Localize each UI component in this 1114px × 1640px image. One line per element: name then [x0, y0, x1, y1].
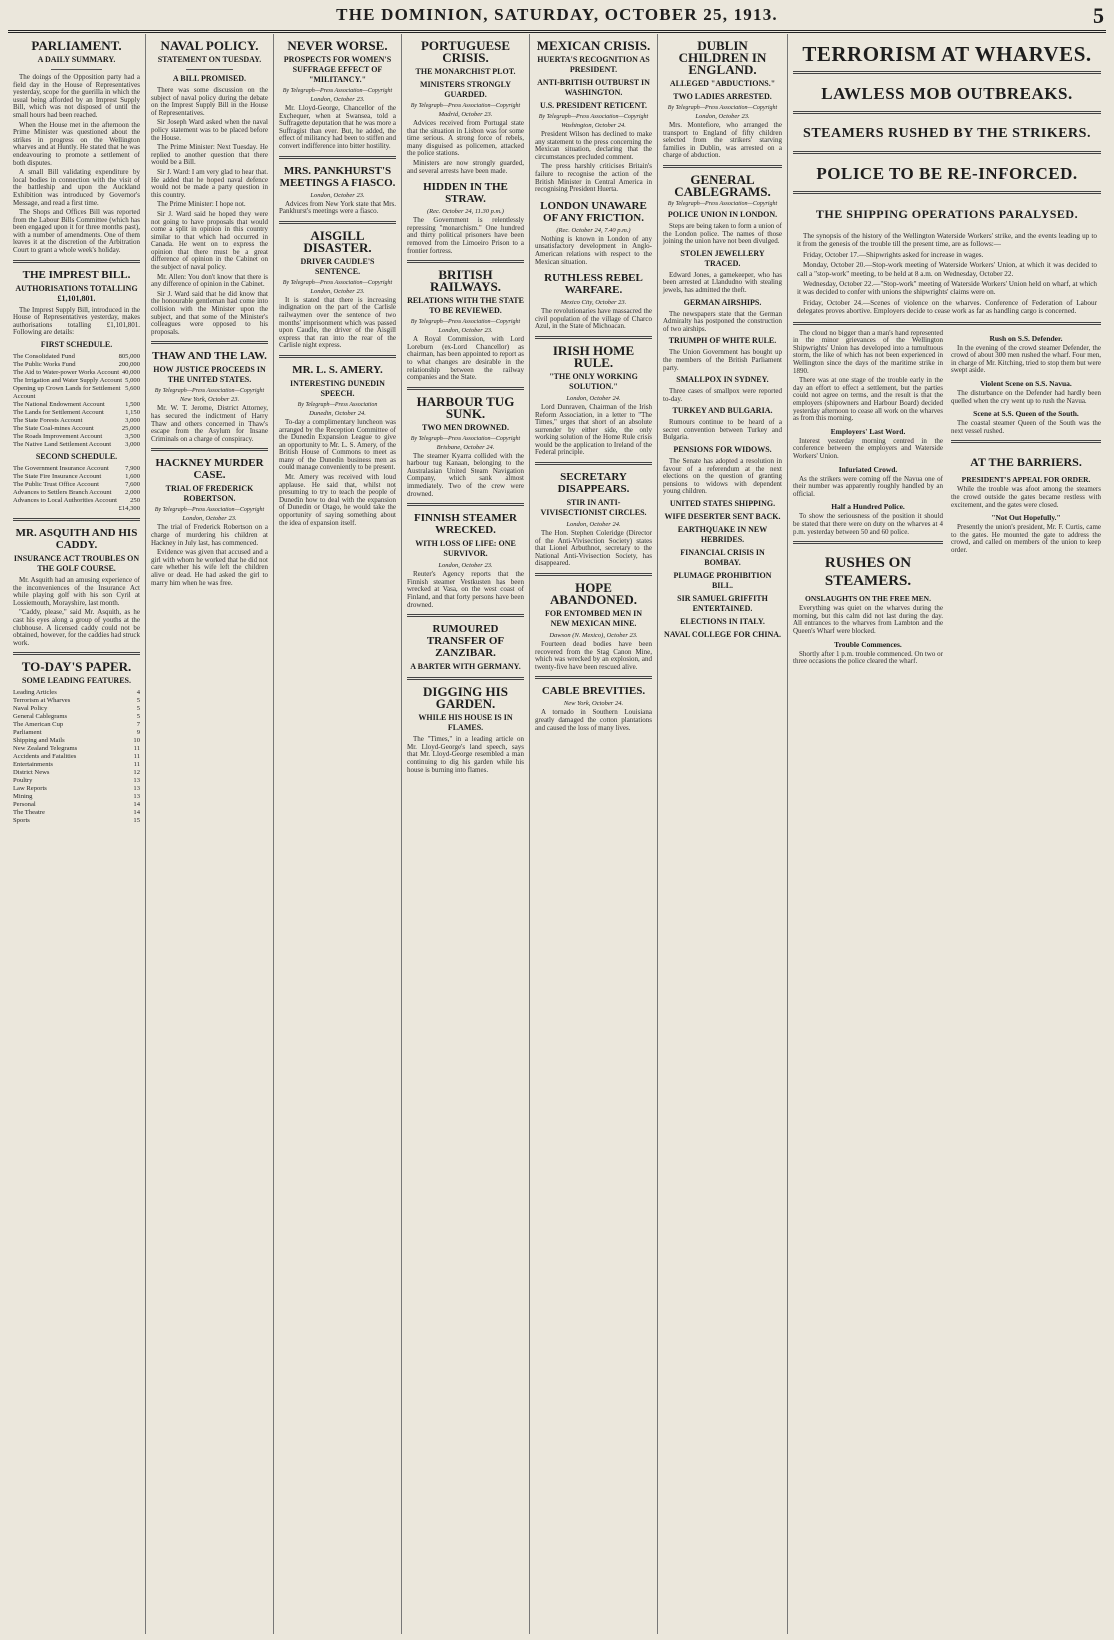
subhead: FINANCIAL CRISIS IN BOMBAY. — [680, 548, 765, 568]
paragraph: The coastal steamer Queen of the South was the next vessel rushed. — [951, 419, 1101, 435]
byline: By Telegraph—Press Association—Copyright — [154, 388, 265, 395]
schedule-row: The State Forests Account 3,000 — [13, 417, 140, 425]
schedule-row: The Consolidated Fund 805,000 — [13, 353, 140, 361]
paragraph: The "Times," in a leading article on Mr. Lloyd-George's land speech, says that Mr. Lloyd-George resembled a man continuing to dig his garden while his house is burning into flames. — [407, 735, 524, 774]
schedule-row: The Government Insurance Account 7,900 — [13, 465, 140, 473]
divider — [407, 677, 524, 680]
dateline: Mexico City, October 23. — [560, 299, 627, 307]
headline-asquith-caddy: MR. ASQUITH AND HIS CADDY. — [15, 527, 138, 552]
page-number: 5 — [1093, 3, 1104, 28]
headline-naval-policy: NAVAL POLICY. — [160, 38, 259, 53]
headline-thaw-law: THAW AND THE LAW. — [152, 350, 267, 363]
subhead: NAVAL COLLEGE FOR CHINA. — [663, 630, 782, 640]
feature-row: District News 12 — [13, 769, 140, 777]
headline-zanzibar: RUMOURED TRANSFER OF ZANZIBAR. — [426, 623, 505, 660]
deck-justice-us: HOW JUSTICE PROCEEDS IN THE UNITED STATES. — [153, 365, 266, 385]
dateline: London, October 23. — [310, 96, 365, 103]
paragraph: The Hon. Stephen Coleridge (Director of the Anti-Vivisection Society) states that Lionel Arbuthnot, secretary to the National Anti-Vivisection Society, has disappeared. — [535, 529, 652, 568]
deck-anti-british: ANTI-BRITISH OUTBURST IN WASHINGTON. — [537, 78, 650, 97]
byline: By Telegraph—Press Association—Copyright — [410, 103, 521, 109]
dateline: Dawson (N. Mexico), October 23. — [549, 632, 638, 640]
headline-secretary-disappears: SECRETARY DISAPPEARS. — [557, 471, 630, 496]
paragraph: Ministers are now strongly guarded, and several arrests have been made. — [407, 158, 524, 175]
paragraph: Presently the union's president, Mr. F. Curtis, came to the gates. He mounted the gate to address the crowd, and called on members of the union to keep order. — [951, 523, 1101, 554]
feature-row: The Theatre 14 — [13, 809, 140, 817]
paragraph: Mrs. Montefiore, who arranged the transport to England of fifty children selected from the strikers' starving families in Dublin, was arrested on a charge of abduction. — [663, 121, 782, 160]
feature-row: Terrorism at Wharves 5 — [13, 697, 140, 705]
byline: By Telegraph—Press Association—Copyright — [538, 114, 649, 120]
deck-two-ladies: TWO LADIES ARRESTED. — [673, 92, 772, 101]
second-schedule-label: SECOND SCHEDULE. — [35, 452, 118, 462]
paragraph: President Wilson has declined to make any statement to the press concerning the Mexican situation, declaring that the circumstances precluded comment. — [535, 130, 652, 161]
subhead: SIR SAMUEL GRIFFITH ENTERTAINED. — [677, 594, 768, 614]
paragraph: A small Bill validating expenditure by local bodies in connection with the visit of the battleship and upon the Auckland Exhibition was introduced by Governor's Message, and read a first time. — [13, 168, 140, 207]
paragraph: Mr. Asquith had an amusing experience of the inconveniences of the Insurance Act while playing golf with his son Cyril at Lossiemouth, Morayshire, last month. — [13, 576, 140, 607]
subhead: Employers' Last Word. — [830, 426, 906, 436]
columns — [8, 34, 1106, 1634]
headline-todays-paper: TO-DAY'S PAPER. — [21, 659, 132, 675]
deck-statement-tuesday: STATEMENT ON TUESDAY. — [157, 55, 262, 64]
divider — [663, 165, 782, 168]
paragraph: Advices from New York state that Mrs. Pankhurst's meetings were a fiasco. — [279, 199, 396, 216]
headline-dublin-children: DUBLIN CHILDREN IN ENGLAND. — [678, 38, 767, 77]
paragraph: Shortly after 1 p.m. trouble commenced. On two or three occasions the police cleared the wharf. — [793, 649, 943, 666]
paragraph: Edward Jones, a gamekeeper, who has been arrested at Llandudno with stealing jewels, has admitted the theft. — [663, 270, 782, 294]
subhead: "Not Out Hopefully." — [991, 513, 1061, 523]
lead-story-body — [793, 330, 1101, 668]
schedule-total: £14,300 — [118, 505, 140, 513]
divider — [535, 573, 652, 576]
column-terrorism-wharves — [788, 34, 1106, 1634]
rule — [186, 69, 233, 70]
divider — [407, 503, 524, 506]
deck-trial-robertson: TRIAL OF FREDERICK ROBERTSON. — [165, 484, 254, 504]
feature-row: Parliament 9 — [13, 729, 140, 737]
paragraph: While the trouble was afoot among the steamers the crowd outside the gates became restless with excitement, and the gates were closed. — [951, 485, 1101, 509]
schedule-row: Opening up Crown Lands for Settlement Account 5,600 — [13, 385, 140, 401]
paragraph: Three cases of smallpox were reported to-day. — [663, 387, 782, 403]
deck-authorisations: AUTHORISATIONS TOTALLING £1,101,801. — [15, 283, 138, 303]
divider — [793, 71, 1101, 74]
paragraph: Fourteen dead bodies have been recovered from the Stag Canon Mine, which was wrecked by an explosion, and twenty-five have been rescued alive. — [535, 640, 652, 671]
divider — [13, 652, 140, 655]
divider — [407, 614, 524, 617]
headline-at-barriers: AT THE BARRIERS. — [970, 455, 1082, 470]
paragraph: The Union Government has bought up the members of the British Parliament party. — [663, 348, 782, 372]
headline-cable-brevities: CABLE BREVITIES. — [541, 685, 646, 698]
schedule-row: The Public Works Fund 200,000 — [13, 361, 140, 369]
divider — [793, 541, 943, 544]
feature-row: The American Cup 7 — [13, 721, 140, 729]
feature-row: Accidents and Fatalities 11 — [13, 753, 140, 761]
subhead: STOLEN JEWELLERY TRACED. — [680, 248, 765, 268]
subhead: TRIUMPH OF WHITE RULE. — [668, 336, 777, 346]
subhead: WIFE DESERTER SENT BACK. — [664, 512, 781, 522]
subhead: ELECTIONS IN ITALY. — [680, 617, 765, 627]
divider — [535, 676, 652, 679]
headline-shipping-paralysed: THE SHIPPING OPERATIONS PARALYSED. — [815, 207, 1079, 221]
paragraph: In the evening of the crowd steamer Defender, the crowd of about 300 men rushed the wharf. Four men, in charge of Mr. Kitching, tried to stop them but were swept aside. — [951, 343, 1101, 375]
paragraph: The press harshly criticises Britain's failure to recognise the action of the British Minister in Central America in recognising President Huerta. — [535, 162, 652, 194]
headline-british-railways: BRITISH RAILWAYS. — [430, 267, 501, 295]
paragraph: The revolutionaries have massacred the civil population of the village of Charco Azul, in the State of Michoacan. — [535, 307, 652, 331]
dateline: London, October 24. — [566, 521, 621, 529]
headline-mexican-crisis: MEXICAN CRISIS. — [536, 38, 651, 53]
byline: By Telegraph—Press Association—Copyright — [410, 435, 521, 442]
paragraph: The disturbance on the Defender had hardly been quelled when the cry went up to rush the Navua. — [951, 389, 1101, 405]
schedule-row: The Native Land Settlement Account 3,000 — [13, 441, 140, 449]
deck-one-survivor: WITH LOSS OF LIFE: ONE SURVIVOR. — [415, 539, 516, 559]
subhead: PLUMAGE PROHIBITION BILL. — [673, 571, 772, 591]
deck-entombed-men: FOR ENTOMBED MEN IN NEW MEXICAN MINE. — [545, 609, 642, 629]
paragraph: Steps are being taken to form a union of the London police. The names of those joining the union have not been divulged. — [663, 221, 782, 246]
headline-finnish-steamer: FINNISH STEAMER WRECKED. — [414, 512, 517, 537]
paragraph: Reuter's Agency reports that the Finnish steamer Vestkusten has been wrecked at Vasa, on the west coast of Finland, and that forty persons have been drowned. — [407, 570, 524, 609]
divider — [407, 387, 524, 390]
paragraph: The synopsis of the history of the Wellington Waterside Workers' strike, and the events leading up to it from the genesis of the trouble till the present time, are as follows:— — [797, 232, 1097, 249]
paragraph: The cloud no bigger than a man's hand represented in the minor grievances of the Wellington Shipwrights' Union has developed into a tumultuous storm, the like of which has not been experienced in Wellington since the days of the maritime strike in 1890. — [793, 329, 943, 375]
column-portuguese-crisis — [402, 34, 530, 1634]
paragraph: The Government is relentlessly repressing "monarchism." One hundred and thirty political prisoners have been removed from the Limoeiro Prison to a frontier fortress. — [407, 216, 524, 255]
deck-huerta-recognition: HUERTA'S RECOGNITION AS PRESIDENT. — [537, 55, 650, 74]
paragraph: The Imprest Supply Bill, introduced in the House of Representatives yesterday, makes authorisations totalling £1,101,801. Following are details: — [13, 305, 140, 337]
feature-row: Leading Articles 4 — [13, 689, 140, 697]
feature-row: Sports 15 — [13, 817, 140, 825]
deck-monarchist-plot: THE MONARCHIST PLOT. — [415, 67, 516, 76]
schedule-row: The Aid to Water-power Works Account 40,000 — [13, 369, 140, 377]
paragraph: Mr. Amery was received with loud applause. He said that, whilst not presuming to try to teach the people of Dunedin how to deal with the expansion of Dunedin or Otago, he would take the opportunity of saying something about the idea of expansion itself. — [279, 473, 396, 527]
dateline: New York, October 24. — [563, 700, 624, 708]
feature-row: Poultry 13 — [13, 777, 140, 785]
divider — [535, 336, 652, 339]
paragraph: As the strikers were coming off the Navua one of their number was apparently roughly handled by an official. — [793, 474, 943, 498]
feature-row: New Zealand Telegrams 11 — [13, 745, 140, 753]
subhead: Trouble Commences. — [834, 639, 902, 649]
paragraph: Friday, October 17.—Shipwrights asked for increase in wages. — [803, 250, 984, 259]
deck-insurance-act: INSURANCE ACT TROUBLES ON THE GOLF COURSE. — [13, 554, 140, 574]
byline: By Telegraph—Press Association—Copyright — [154, 507, 265, 514]
subhead-onslaughts: ONSLAUGHTS ON THE FREE MEN. — [805, 594, 931, 604]
byline: By Telegraph—Press Association—Copyright — [410, 319, 521, 326]
rule — [51, 69, 102, 70]
masthead — [8, 2, 1106, 33]
dateline: New York, October 23. — [179, 396, 240, 404]
paragraph: The doings of the Opposition party had a field day in the House of Representatives yesterday, scope for the guerilla in which the usual being afforded by an Imprest Supply Bill, which was not disposed of until the small hours had been reached. — [13, 73, 140, 119]
deck-bill-promised: A BILL PROMISED. — [172, 74, 247, 83]
divider — [793, 111, 1101, 114]
column-mexican-crisis — [530, 34, 658, 1634]
second-schedule-list — [13, 465, 140, 513]
divider — [793, 191, 1101, 194]
column-parliament — [8, 34, 146, 1634]
byline: By Telegraph—Press Association—Copyright — [667, 200, 778, 207]
divider — [279, 221, 396, 224]
headline-steamers-rushed: STEAMERS RUSHED BY THE STRIKERS. — [803, 126, 1091, 141]
paragraph: Sir J. Ward said that he did know that the honourable gentleman had come into collision with the Minister upon the subject, and that some of the Minister's colleagues were opposed to his proposals. — [151, 289, 268, 336]
paragraph: Mr. Allen: You don't know that there is any difference of opinion in the Cabinet. — [151, 272, 268, 289]
headline-hope-abandoned: HOPE ABANDONED. — [549, 580, 638, 608]
divider — [279, 355, 396, 358]
byline: By Telegraph—Press Association—Copyright — [667, 105, 778, 111]
schedule-row: The Roads Improvement Account 3,500 — [13, 433, 140, 441]
byline: By Telegraph—Press Association — [297, 401, 378, 408]
schedule-row: The State Fire Insurance Account 1,600 — [13, 473, 140, 481]
feature-row: Shipping and Mails 10 — [13, 737, 140, 745]
dateline: Dunedin, October 24. — [309, 409, 366, 417]
deck-two-men-drowned: TWO MEN DROWNED. — [422, 422, 509, 432]
dateline: London, October 23. — [438, 327, 493, 335]
subhead: Rush on S.S. Defender. — [989, 333, 1063, 343]
subhead: GERMAN AIRSHIPS. — [683, 297, 762, 307]
deck-daily-summary: A DAILY SUMMARY. — [37, 55, 116, 64]
headline-police-reinforced: POLICE TO BE RE-INFORCED. — [816, 164, 1078, 183]
dateline: London, October 23. — [310, 191, 365, 199]
deck-anti-vivisection: STIR IN ANTI-VIVISECTIONIST CIRCLES. — [540, 498, 647, 518]
paragraph: The newspapers state that the German Admiralty has postponed the construction of two airships. — [663, 309, 782, 333]
paragraph: Wednesday, October 22.—"Stop-work" meeting of Waterside Workers' Union held on wharf, at which it was decided to confer with unions the shipwrights' claims were on. — [797, 280, 1097, 297]
feature-row: Entertainments 11 — [13, 761, 140, 769]
paragraph: "Caddy, please," said Mr. Asquith, as he cast his eyes along a group of youths at the clubhouse. A licensed caddy could not be obtained, however, for the caddies had struck work. — [13, 608, 140, 647]
paragraph: Friday, October 24.—Scenes of violence on the wharves. Conference of Federation of Labour delegates proves abortive. Employers decide to cease work as far as handling cargo is concerned. — [797, 298, 1097, 316]
paragraph: Sir J. Ward said he hoped they were not going to have proposals that would come a split in opinion in this country similar to that which had occurred in Canada. He went on to express the opinion that there must be a great difference of opinion in the Cabinet on the subject of naval policy. — [151, 209, 268, 272]
feature-row: Naval Policy 5 — [13, 705, 140, 713]
schedule-row: Advances to Settlers Branch Account 2,000 — [13, 489, 140, 497]
dateline: Washington, October 24. — [561, 122, 626, 129]
headline-aisgill: AISGILL DISASTER. — [303, 227, 372, 255]
subhead-presidents-appeal: PRESIDENT'S APPEAL FOR ORDER. — [961, 475, 1091, 485]
headline-imprest-bill: THE IMPREST BILL. — [22, 268, 131, 281]
paragraph: Mr. Lloyd-George, Chancellor of the Exchequer, when at Swansea, told a Suffragette deputation that he was more a Suffragist than ever. But, he added, the effect of militancy had been to stiffen and convert indifference into bitter hostility. — [279, 104, 396, 150]
divider — [151, 341, 268, 344]
feature-row: Mining 13 — [13, 793, 140, 801]
paragraph: The Prime Minister: Next Tuesday. He replied to another question that there would be a Bill. — [151, 143, 268, 167]
byline: By Telegraph—Press Association—Copyright — [282, 279, 393, 286]
schedule-row: The National Endowment Account 1,500 — [13, 401, 140, 409]
headline-portuguese-crisis: PORTUGUESE CRISIS. — [420, 38, 511, 65]
deck-barter-germany: A BARTER WITH GERMANY. — [410, 662, 521, 672]
paragraph: Interest yesterday morning centred in the conference between the employers and Waterside Workers' Union. — [793, 436, 943, 460]
deck-president-reticent: U.S. PRESIDENT RETICENT. — [539, 101, 648, 110]
paragraph: A tornado in Southern Louisiana greatly damaged the cotton plantations and caused the loss of many lives. — [535, 708, 652, 732]
subhead: SMALLPOX IN SYDNEY. — [676, 375, 769, 385]
paragraph: Lord Dunraven, Chairman of the Irish Reform Association, in a letter to "The Times," urges that short of an absolute surrender by either side, the only working solution of the Home Rule crisis would be the application to Ireland of the Federal principle. — [535, 402, 652, 457]
paragraph: The Prime Minister: I hope not. — [157, 200, 246, 209]
deck-working-solution: "THE ONLY WORKING SOLUTION." — [549, 371, 638, 391]
first-schedule-label: FIRST SCHEDULE. — [40, 340, 113, 350]
lead-story-right — [951, 330, 1101, 668]
headline-harbour-tug: HARBOUR TUG SUNK. — [416, 393, 515, 421]
headline-never-worse: NEVER WORSE. — [287, 38, 388, 53]
paragraph: Nothing is known in London of any unsatisfactory development in Anglo-American relations with respect to the Mexican situation. — [535, 234, 652, 266]
paragraph: Evidence was given that accused and a girl with whom he worked that he did not care whether his wife left the children alive or dead. He had asked the girl to marry him when he was free. — [151, 548, 268, 587]
headline-irish-home-rule: IRISH HOME RULE. — [552, 342, 635, 370]
headline-hackney-murder: HACKNEY MURDER CASE. — [155, 457, 264, 482]
subhead: EARTHQUAKE IN NEW HEBRIDES. — [677, 525, 768, 545]
paragraph: It is stated that there is increasing indignation on the part of the Carlisle railwaymen over the sentence of two months' imprisonment which was passed upon Caudle, the driver of the Aisgill express that ran into the rear of the Carlisle night express. — [279, 295, 396, 350]
paragraph: Advices received from Portugal state that the situation in Lisbon was for some time serious. A strong force of rebels, many disguised as policemen, attacked the police stations. — [407, 119, 524, 158]
dateline: London, October 23. — [182, 515, 237, 523]
schedule-row: The Lands for Settlement Account 1,150 — [13, 409, 140, 417]
deck-leading-features: SOME LEADING FEATURES. — [22, 676, 131, 686]
paragraph: The Shops and Offices Bill was reported from the Labour Bills Committee (which has been engaged upon it for three months past), with a number of amendments. One of them leaves it at the discretion of the Arbitration Court to grant a whole week's holiday. — [13, 208, 140, 255]
headline-hidden-straw: HIDDEN IN THE STRAW. — [423, 181, 508, 206]
subhead: UNITED STATES SHIPPING. — [669, 499, 776, 509]
paragraph: Sir J. Ward: I am very glad to hear that. He added that he hoped naval defence would not be made a party question in this country. — [151, 167, 268, 199]
subhead: Half a Hundred Police. — [831, 502, 905, 512]
column-never-worse — [274, 34, 402, 1634]
divider — [793, 151, 1101, 154]
paragraph: Mr. W. T. Jerome, District Attorney, has secured the indictment of Harry Thaw and others concerned in Thaw's escape from the Asylum for Insane Criminals on a charge of conspiracy. — [151, 404, 268, 443]
column-dublin-children — [658, 34, 788, 1634]
feature-row: Personal 14 — [13, 801, 140, 809]
first-schedule-list — [13, 353, 140, 449]
subhead: Infuriated Crowd. — [838, 464, 898, 474]
paragraph: The Senate has adopted a resolution in favour of a referendum at the next elections on the question of granting pensions to widows with dependent young children. — [663, 457, 782, 496]
column-naval-policy — [146, 34, 274, 1634]
headline-rushes-steamers: RUSHES ON STEAMERS. — [824, 555, 912, 590]
deck-railways-state: RELATIONS WITH THE STATE TO BE REVIEWED. — [407, 296, 524, 316]
deck-ministers-guarded: MINISTERS STRONGLY GUARDED. — [419, 80, 512, 99]
subhead: Violent Scene on S.S. Navua. — [980, 379, 1072, 389]
deck-caudle-sentence: DRIVER CAUDLE'S SENTENCE. — [300, 256, 375, 276]
divider — [951, 440, 1101, 443]
feature-row: General Cablegrams 5 — [13, 713, 140, 721]
subhead: PENSIONS FOR WIDOWS. — [673, 445, 772, 455]
deck-house-flames: WHILE HIS HOUSE IS IN FLAMES. — [418, 713, 513, 733]
divider — [13, 260, 140, 263]
paragraph: Sir Joseph Ward asked when the naval policy statement was to be placed before the House. — [151, 118, 268, 142]
paragraph: The trial of Frederick Robertson on a charge of murdering his children at Hackney in July last, has commenced. — [151, 523, 268, 547]
paragraph: When the House met in the afternoon the Prime Minister was questioned about the strikes in progress on the Wellington wharves and at Huntly. He stated that he was endeavouring to promote a settlement of both disputes. — [13, 120, 140, 167]
headline-general-cablegrams: GENERAL CABLEGRAMS. — [674, 171, 771, 199]
paragraph: There was some discussion on the subject of naval policy during the debate on the Imprest Supply Bill in the House of Representatives. — [151, 86, 268, 117]
subhead: TURKEY AND BULGARIA. — [672, 406, 773, 416]
schedule-row: The State Coal-mines Account 25,000 — [13, 425, 140, 433]
paragraph: The steamer Kyarra collided with the harbour tug Kanaan, belonging to the Australasian United Steam Navigation Company, which sank almost immediately. Two of the crew were drowned. — [407, 451, 524, 498]
deck-womens-suffrage: PROSPECTS FOR WOMEN'S SUFFRAGE EFFECT OF "MILITANCY." — [283, 55, 392, 84]
paragraph: Monday, October 20.—Stop-work meeting of Waterside Workers' Union, at which it was decided to call a "stop-work" meeting, to be held at 8 a.m. on Wednesday, October 22. — [797, 261, 1097, 278]
paragraph: There was at one stage of the trouble early in the day an effort to effect a settlement, but the parties could not agree on terms, and the result is that the employers (shipowners and Harbour Board) decided yesterday afternoon to cease all work on the wharves as from this morning. — [793, 376, 943, 423]
paragraph: Rumours continue to be heard of a secret convention between Turkey and Bulgaria. — [663, 418, 782, 442]
dateline: London, October 23. — [438, 562, 493, 570]
divider — [407, 260, 524, 263]
dateline: London, October 23. — [310, 287, 365, 295]
headline-london-unaware: LONDON UNAWARE OF ANY FRICTION. — [540, 199, 647, 224]
deck-alleged-abductions: ALLEGED "ABDUCTIONS." — [669, 79, 776, 88]
lead-story-left — [793, 330, 943, 668]
divider — [151, 448, 268, 451]
paragraph: A Royal Commission, with Lord Loreburn (ex-Lord Chancellor) as chairman, has been appointed to report as to what changes are desirable in the relationship between the railway companies and the State. — [407, 335, 524, 382]
masthead-title: THE DOMINION, SATURDAY, OCTOBER 25, 1913. — [336, 5, 778, 24]
divider — [279, 156, 396, 159]
schedule-row: The Irrigation and Water Supply Account 5,000 — [13, 377, 140, 385]
dateline: Madrid, October 23. — [438, 111, 493, 118]
headline-digging-garden: DIGGING HIS GARDEN. — [423, 684, 508, 712]
dateline: Brisbane, October 24. — [436, 443, 495, 451]
paragraph: To show the seriousness of the position it should be stated that there were on duty on the wharves at 4 p.m. yesterday between 50 and 60 police. — [793, 512, 943, 536]
headline-rebel-warfare: RUTHLESS REBEL WARFARE. — [544, 272, 643, 297]
schedule-row: The Public Trust Office Account 7,600 — [13, 481, 140, 489]
divider — [13, 518, 140, 521]
headline-pankhurst: MRS. PANKHURST'S MEETINGS A FIASCO. — [279, 164, 396, 189]
strike-synopsis — [797, 232, 1097, 316]
headline-amery: MR. L. S. AMERY. — [292, 363, 383, 376]
dateline: London, October 24. — [566, 394, 621, 402]
subhead: Scene at S.S. Queen of the South. — [973, 409, 1079, 419]
paragraph: Everything was quiet on the wharves during the morning, but this calm did not last during the day. All entrances to the wharves from Lambton and the Queen's Wharf were blocked. — [793, 604, 943, 635]
deck-dunedin-speech: INTERESTING DUNEDIN SPEECH. — [290, 378, 385, 398]
schedule-row: Advances to Local Authorities Account 250 — [13, 497, 140, 505]
paragraph: To-day a complimentary luncheon was arranged by the Reception Committee of the Dunedin Expansion League to give an opportunity to Mr. L. S. Amery, of the British House of Commons to meet as many of the Dunedin business men as could manage conveniently to be present. — [279, 417, 396, 472]
divider — [793, 322, 1101, 325]
subhead: POLICE UNION IN LONDON. — [667, 209, 778, 219]
divider — [535, 462, 652, 465]
headline-terrorism-wharves: TERRORISM AT WHARVES. — [802, 42, 1092, 66]
headline-lawless-mob: LAWLESS MOB OUTBREAKS. — [821, 84, 1073, 103]
feature-row: Law Reports 13 — [13, 785, 140, 793]
dateline: (Rec. October 24, 7.40 p.m.) — [556, 226, 631, 234]
dateline: London, October 23. — [695, 113, 750, 120]
features-list — [13, 689, 140, 825]
byline: By Telegraph—Press Association—Copyright — [282, 88, 393, 94]
dateline: (Rec. October 24, 11.30 p.m.) — [427, 208, 504, 216]
headline-parliament: PARLIAMENT. — [31, 38, 122, 53]
